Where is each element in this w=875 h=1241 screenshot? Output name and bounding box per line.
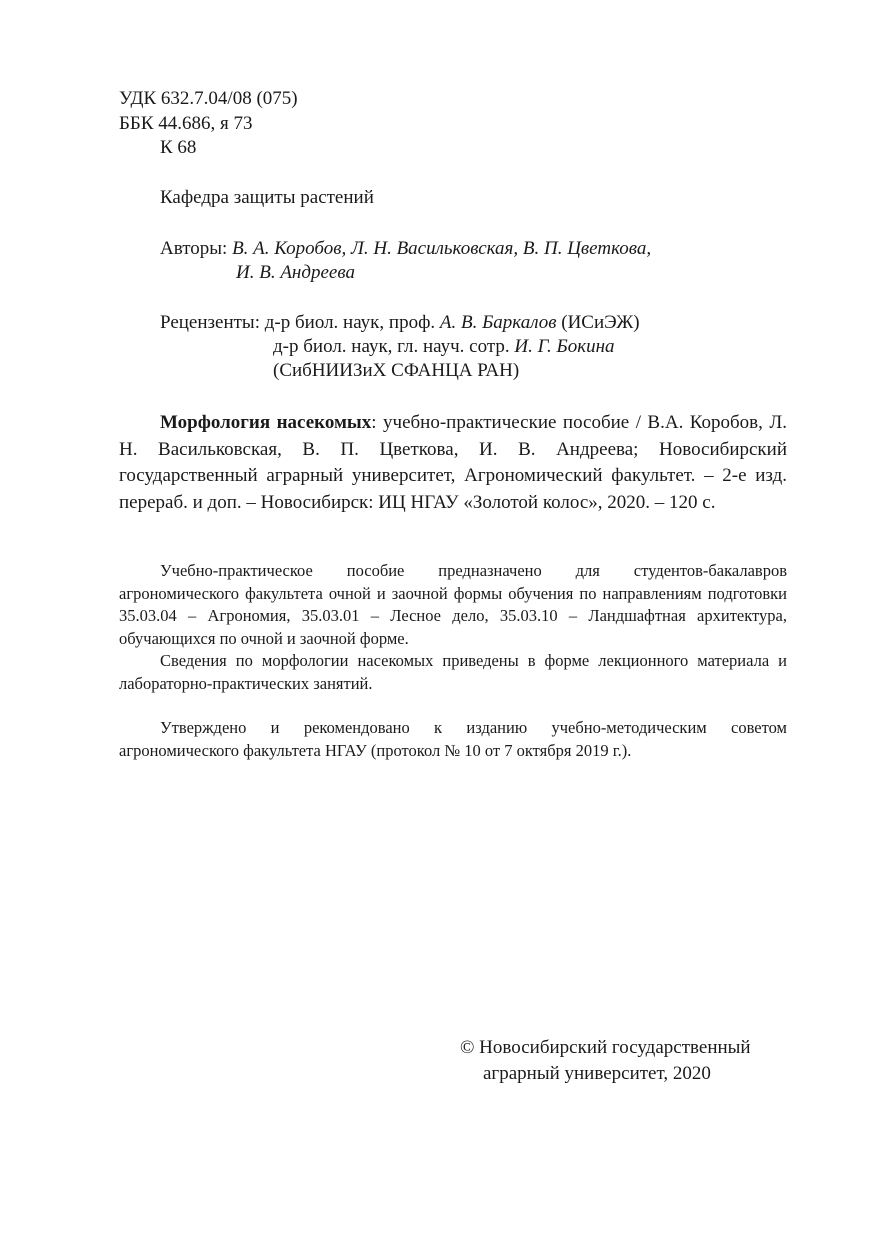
reviewer-1-affiliation: (ИСиЭЖ) [556, 312, 640, 333]
copyright-block [460, 1035, 751, 1087]
reviewers-block [160, 311, 780, 383]
classification-block [119, 87, 298, 161]
udc-code: УДК 632.7.04/08 (075) [119, 88, 298, 109]
bbk-code: ББК 44.686, я 73 [119, 112, 253, 134]
book-title: Морфология насекомых [160, 412, 372, 433]
approval-statement: Утверждено и рекомендовано к изданию учебно-методическим советом агрономического факультета НГАУ (протокол № 10 от 7 октября 2019 г.). [119, 718, 787, 760]
reviewer-2-affiliation: (СибНИИЗиХ СФАНЦА РАН) [273, 360, 520, 381]
copyright-line-1: © Новосибирский государственный [460, 1037, 751, 1058]
authors-line-2: И. В. Андреева [236, 262, 355, 283]
bibliographic-description [119, 410, 787, 516]
annotation-paragraph-1: Учебно-практическое пособие предназначено для студентов-бакалавров агрономического факультета очной и заочной формы обучения по направлениям подготовки 35.03.04 – Агрономия, 35.03.01 – Лесное дело, 35.03.10 – Ландшафтная архитектура, обучающихся по очной и заочной форме. [119, 561, 787, 648]
reviewer-1-name: А. В. Баркалов [439, 312, 557, 333]
reviewer-1-prefix: д-р биол. наук, проф. [264, 312, 440, 333]
reviewers-label: Рецензенты: [160, 312, 265, 333]
department: Кафедра защиты растений [160, 187, 374, 208]
copyright-line-2: аграрный университет, 2020 [483, 1063, 711, 1084]
reviewer-2-name: И. Г. Бокина [514, 336, 615, 357]
annotation-block [119, 560, 787, 695]
authors-label: Авторы: [160, 238, 233, 259]
reviewer-2-prefix: д-р биол. наук, гл. науч. сотр. [273, 336, 515, 357]
annotation-paragraph-2: Сведения по морфологии насекомых приведены в форме лекционного материала и лабораторно-практических занятий. [119, 651, 787, 693]
bibliographic-details: : учебно-практические пособие / В.А. Коробов, Л. Н. Васильковская, В. П. Цветкова, И. В. Андреева; Новосибирский государственный аграрный университет, Агрономический факультет. – 2-е изд. перераб. и доп. – Новосибирск: ИЦ НГАУ «Золотой колос», 2020. – 120 с. [119, 412, 787, 513]
authors-line-1: В. А. Коробов, Л. Н. Васильковская, В. П. Цветкова, [232, 238, 652, 259]
author-mark: К 68 [160, 137, 197, 158]
authors-block [160, 237, 780, 285]
